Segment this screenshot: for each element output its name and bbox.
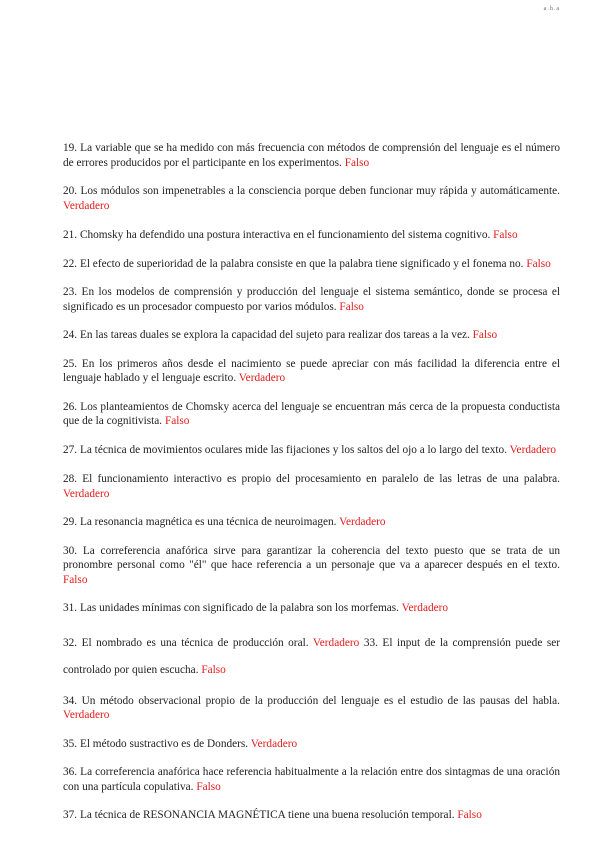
answer-label: Verdadero — [509, 443, 557, 456]
answer-label: Verdadero — [238, 372, 286, 384]
question-text: 32. El nombrado es una técnica de producción oral. — [63, 636, 309, 649]
answer-label: Falso — [164, 415, 190, 427]
question-text: 33. El input de la comprensión puede ser controlado por quien escucha. — [63, 636, 561, 676]
answer-label: Falso — [196, 780, 221, 793]
question-text: 27. La técnica de movimientos oculares mide las fijaciones y los saltos del ojo a lo largo del texto. — [63, 443, 508, 456]
question-37 — [63, 808, 560, 823]
question-text: 23. En los modelos de comprensión y producción del lenguaje el sistema semántico, donde se procesa el significado es un procesador compuesto por varios módulos. — [63, 286, 560, 313]
question-text: 30. La correferencia anafórica sirve para garantizar la coherencia del texto puesto que se trata de un pronombre personal como "él" que hace referencia a un personaje que va a aparecer después en el texto. — [63, 544, 560, 571]
answer-label: Falso — [344, 156, 370, 169]
answer-label: Falso — [457, 809, 482, 821]
question-text: 36. La correferencia anafórica hace referencia habitualmente a la relación entre dos sintagmas de una oración con una partícula copulativa. — [63, 766, 560, 793]
question-21 — [63, 228, 560, 243]
answer-label: Falso — [472, 329, 498, 341]
question-text: 25. En los primeros años desde el nacimiento se puede apreciar con más facilidad la diferencia entre el lenguaje hablado y el lenguaje escrito. — [63, 357, 560, 384]
answer-label: Verdadero — [339, 516, 386, 528]
answer-label: Falso — [526, 257, 551, 270]
answer-label: Verdadero — [63, 709, 110, 721]
question-32-33 — [63, 630, 560, 684]
question-22 — [63, 257, 560, 272]
question-26 — [63, 400, 560, 429]
question-text: 21. Chomsky ha defendido una postura interactiva en el funcionamiento del sistema cognitivo. — [63, 229, 491, 241]
answer-label: Falso — [63, 573, 88, 586]
question-text: 28. El funcionamiento interactivo es propio del procesamiento en paralelo de las letras de una palabra. — [63, 473, 560, 485]
question-text: 35. El método sustractivo es de Donders. — [63, 737, 249, 750]
question-text: 34. Un método observacional propio de la producción del lenguaje es el estudio de las pausas del habla. — [63, 694, 560, 707]
question-31 — [63, 601, 560, 616]
answer-label: Verdadero — [63, 487, 110, 500]
header-mark: a.h.a — [543, 6, 560, 12]
question-text: 37. La técnica de RESONANCIA MAGNÉTICA tiene una buena resolución temporal. — [63, 809, 455, 821]
question-25 — [63, 357, 560, 386]
question-text: 31. Las unidades mínimas con significado de la palabra son los morfemas. — [63, 602, 399, 614]
question-27 — [63, 443, 560, 458]
question-30 — [63, 544, 560, 588]
question-text: 26. Los planteamientos de Chomsky acerca del lenguaje se encuentran más cerca de la propuesta conductista que de la cognitivista. — [63, 400, 560, 427]
answer-label: Falso — [339, 300, 364, 313]
question-28 — [63, 472, 560, 501]
question-34 — [63, 694, 560, 723]
answer-label: Verdadero — [63, 199, 110, 212]
question-20 — [63, 184, 560, 213]
question-text: 24. En las tareas duales se explora la capacidad del sujeto para realizar dos tareas a la vez. — [63, 329, 470, 341]
answer-label: Verdadero — [401, 602, 449, 614]
question-text: 20. Los módulos son impenetrables a la consciencia porque deben funcionar muy rápida y automáticamente. — [63, 185, 560, 197]
question-list — [63, 141, 560, 823]
question-text: 19. La variable que se ha medido con más frecuencia con métodos de comprensión del lenguaje es el número de errores producidos por el participante en los experimentos. — [63, 142, 560, 169]
question-text: 29. La resonancia magnética es una técnica de neuroimagen. — [63, 516, 337, 528]
question-35 — [63, 737, 560, 752]
answer-label: Verdadero — [312, 636, 360, 649]
question-36 — [63, 765, 560, 794]
question-text: 22. El efecto de superioridad de la palabra consiste en que la palabra tiene significado y el fonema no. — [63, 257, 524, 270]
question-23 — [63, 285, 560, 314]
question-19 — [63, 141, 560, 170]
question-24 — [63, 328, 560, 343]
question-29 — [63, 515, 560, 530]
answer-label: Verdadero — [250, 737, 298, 750]
answer-label: Falso — [201, 663, 226, 676]
answer-label: Falso — [493, 229, 518, 241]
